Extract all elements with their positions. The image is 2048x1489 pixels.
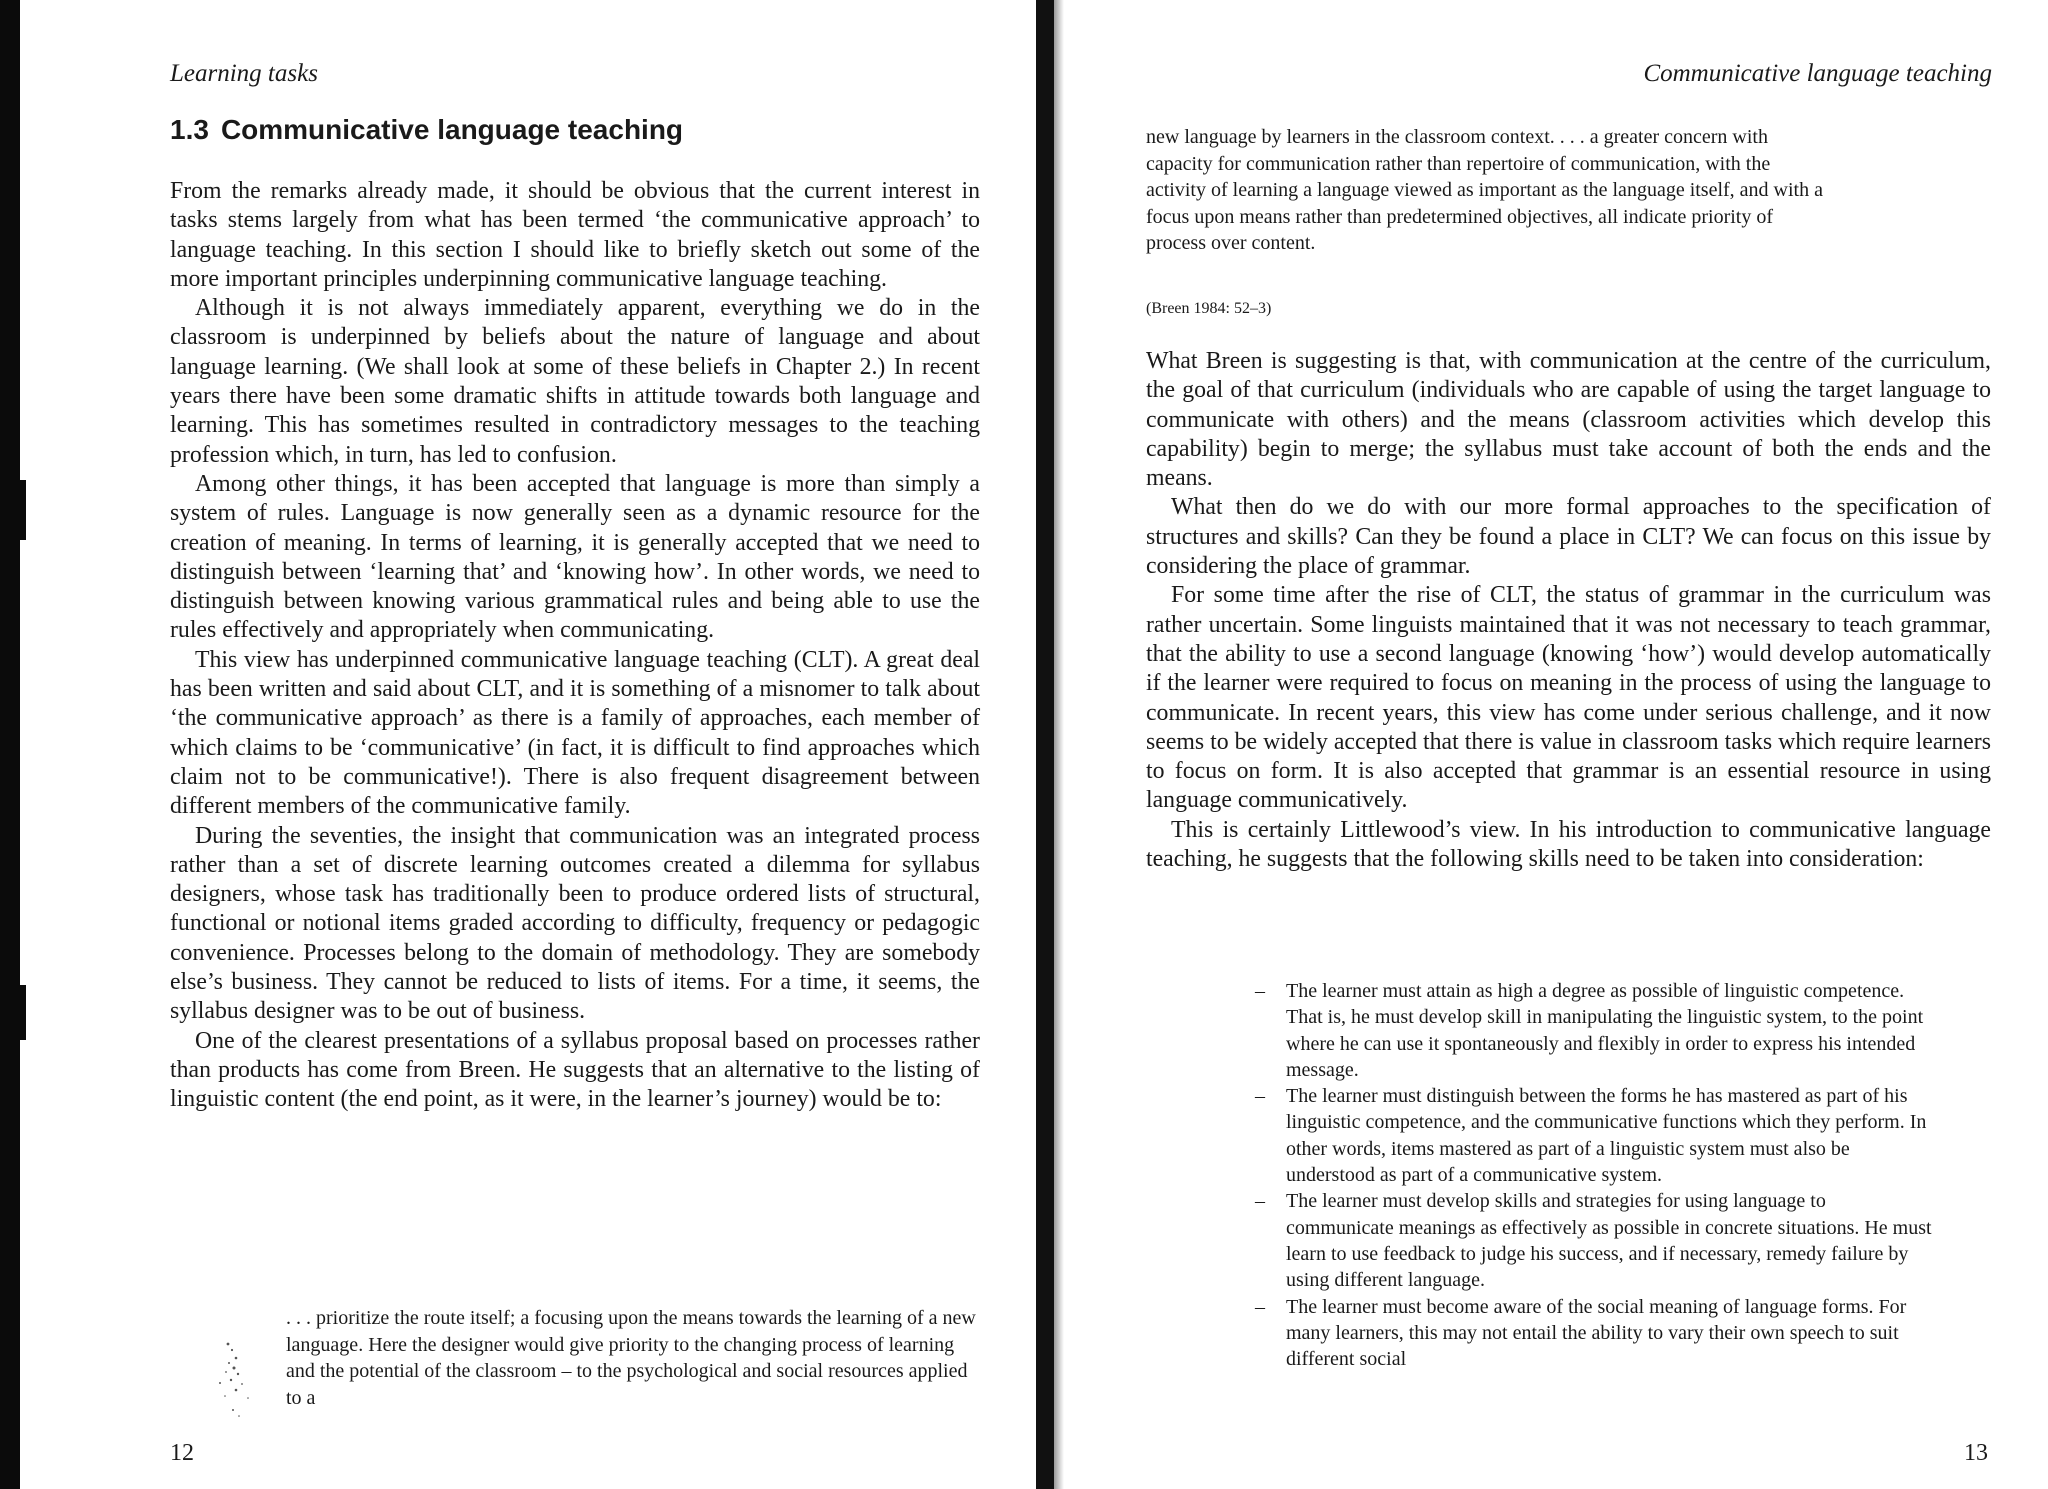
dash-bullet: –: [1255, 980, 1265, 1002]
section-number: 1.3: [170, 114, 209, 145]
quote-text: new language by learners in the classroom context. . . . a greater concern with capacity for communication rather than repertoire of communication, with the activity of learning a language viewed as important as the language itself, and with a focus upon means rather than predetermined objectives, all indicate priority of process over content.: [1146, 126, 1823, 254]
dash-bullet: –: [1255, 1085, 1265, 1108]
skills-list-item: [1255, 1294, 1935, 1373]
paragraph: What Breen is suggesting is that, with communication at the centre of the curriculum, the goal of that curriculum (individuals who are capable of using the target language to communicate with others) and the means (classroom activities which develop this capability) begin to merge; the syllabus must take account of both the ends and the means.: [1146, 348, 1991, 492]
scan-speckle: [198, 1338, 268, 1418]
page-number: 13: [1964, 1440, 1988, 1466]
body-text: [170, 177, 980, 1115]
skills-list-item: [1255, 1083, 1935, 1188]
skills-list: [1255, 978, 1935, 1372]
book-gutter: [1036, 0, 1054, 1489]
skills-list-item: [1255, 1188, 1935, 1293]
paragraph: Although it is not always immediately apparent, everything we do in the classroom is underpinned by beliefs about the nature of language and about language learning. (We shall look at some of these beliefs in Chapter 2.) In recent years there have been some dramatic shifts in attitude towards both language and learning. This has sometimes resulted in contradictory messages to the teaching profession which, in turn, has led to confusion.: [170, 295, 980, 468]
paragraph: For some time after the rise of CLT, the status of grammar in the curriculum was rather uncertain. Some linguists maintained that it was not necessary to teach grammar, that the ability to use a second language (knowing ‘how’) would develop automatically if the learner were required to focus on meaning in the process of using the language to communicate. In recent years, this view has come under serious challenge, and it now seems to be widely accepted that there is value in classroom tasks which require learners to focus on form. It is also accepted that grammar is an essential resource in using language communicatively.: [1146, 582, 1991, 814]
skill-text: The learner must attain as high a degree as possible of linguistic competence. That is, he must develop skill in manipulating the linguistic system, to the point where he can use it spontaneously and flexibly in order to express his intended message.: [1286, 980, 1924, 1081]
citation: (Breen 1984: 52–3): [1146, 300, 1272, 317]
paragraph: From the remarks already made, it should be obvious that the current interest in tasks stems largely from what has been termed ‘the communicative approach’ to language teaching. In this section I should like to briefly sketch out some of the more important principles underpinning communicative language teaching.: [170, 178, 980, 292]
block-quote-continued: [1146, 124, 1826, 257]
block-quote: [286, 1305, 978, 1411]
paragraph: During the seventies, the insight that communication was an integrated process rather than a set of discrete learning outcomes created a dilemma for syllabus designers, whose task has traditionally been to produce ordered lists of structural, functional or notional items graded according to difficulty, frequency or pedagogic convenience. Processes belong to the domain of methodology. They are somebody else’s business. They cannot be reduced to lists of items. For a time, it seems, the syllabus designer was to be out of business.: [170, 822, 980, 1025]
section-title: Communicative language teaching: [220, 114, 684, 145]
running-head: Learning tasks: [170, 60, 318, 87]
right-page: [1064, 0, 2048, 1489]
book-gutter-shadow: [1054, 0, 1064, 1489]
dash-bullet: –: [1255, 1190, 1265, 1213]
left-scan-edge: [0, 0, 20, 1489]
paragraph: Among other things, it has been accepted that language is more than simply a system of rules. Language is now generally seen as a dynamic resource for the creation of meaning. In terms of learning, it is generally accepted that we need to distinguish between ‘learning that’ and ‘knowing how’. In other words, we need to distinguish between knowing various grammatical rules and being able to use the rules effectively and appropriately when communicating.: [170, 470, 980, 644]
paragraph: This is certainly Littlewood’s view. In his introduction to communicative language teaching, he suggests that the following skills need to be taken into consideration:: [1146, 816, 1991, 873]
body-text: [1146, 347, 1991, 874]
quote-text: . . . prioritize the route itself; a focusing upon the means towards the learning of a new language. Here the designer would give priority to the changing process of learning and the potential of the classroom – to the psychological and social resources applied to a: [286, 1307, 976, 1409]
page-number: 12: [170, 1440, 194, 1466]
skill-text: The learner must develop skills and strategies for using language to communicate meanings as effectively as possible in concrete situations. He must learn to use feedback to judge his success, and if necessary, remedy failure by using different language.: [1286, 1190, 1932, 1292]
paragraph: One of the clearest presentations of a syllabus proposal based on processes rather than products has come from Breen. He suggests that an alternative to the listing of linguistic content (the end point, as it were, in the learner’s journey) would be to:: [170, 1027, 980, 1113]
paragraph: This view has underpinned communicative language teaching (CLT). A great deal has been written and said about CLT, and it is something of a misnomer to talk about ‘the communicative approach’ as there is a family of approaches, each member of which claims to be ‘communicative’ (in fact, it is difficult to find approaches which claim not to be communicative!). There is also frequent disagreement between different members of the communicative family.: [170, 646, 980, 820]
skill-text: The learner must become aware of the social meaning of language forms. For many learners, this may not entail the ability to vary their own speech to suit different social: [1286, 1295, 1907, 1371]
running-head: Communicative language teaching: [1643, 60, 1992, 87]
section-heading: [170, 114, 683, 146]
left-page: [26, 0, 1036, 1489]
paragraph: What then do we do with our more formal approaches to the specification of structures and skills? Can they be found a place in CLT? We can focus on this issue by considering the place of grammar.: [1146, 494, 1991, 580]
dash-bullet: –: [1255, 1295, 1265, 1318]
skills-list-item: [1255, 978, 1935, 1083]
skill-text: The learner must distinguish between the forms he has mastered as part of his linguistic competence, and the communicative functions which they perform. In other words, items mastered as part of a linguistic system must also be understood as part of a communicative system.: [1286, 1085, 1927, 1187]
